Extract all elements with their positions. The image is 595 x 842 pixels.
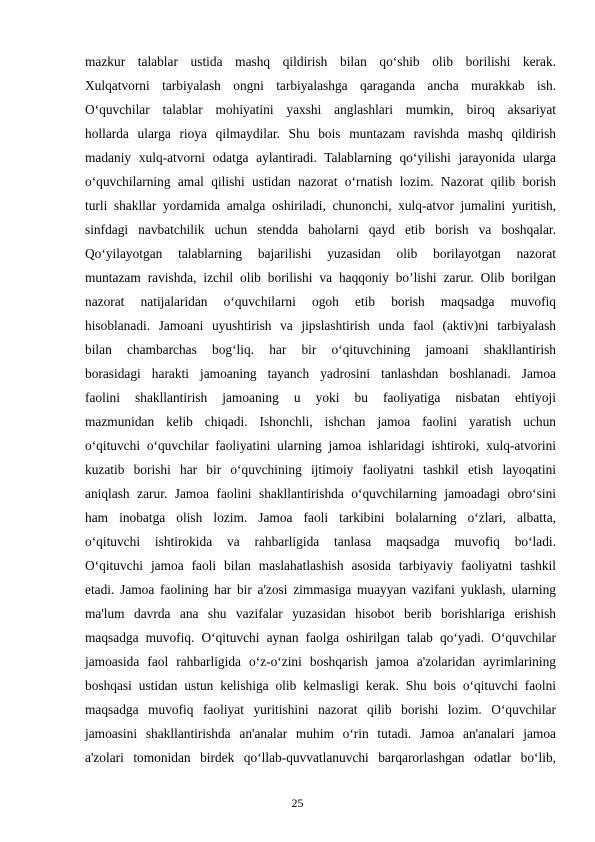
text-line: mazmunidan kelib chiqadi. Ishonchli, ishchan jamoa faolini yaratish uchun [85, 414, 556, 429]
text-line: etadi. Jamoa faolining har bir a'zosi zimmasiga muayyan vazifani yuklash, ularning [85, 582, 556, 597]
text-line: o‘quvchilarning amal qilishi ustidan nazorat o‘rnatish lozim. Nazorat qilib borish [85, 174, 556, 189]
text-line: O‘quvchilar talablar mohiyatini yaxshi anglashlari mumkin, biroq aksariyat [85, 102, 556, 117]
text-line: jamoasini shakllantirishda an'analar muhim o‘rin tutadi. Jamoa an'analari jamoa [85, 726, 556, 741]
text-line: mazkur talablar ustida mashq qildirish bilan qo‘shib olib borilishi kerak. [85, 54, 556, 69]
text-line: Xulqatvorni tarbiyalash ongni tarbiyalashga qaraganda ancha murakkab ish. [85, 78, 556, 93]
text-line: kuzatib borishi har bir o‘quvchining ijtimoiy faoliyatni tashkil etish layoqatini [85, 462, 556, 477]
text-line: hisoblanadi. Jamoani uyushtirish va jipslashtirish unda faol (aktiv)ni tarbiyalash [85, 318, 556, 333]
text-line: ham inobatga olish lozim. Jamoa faoli tarkibini bolalarning o‘zlari, albatta, [85, 510, 556, 525]
text-line: boshqasi ustidan ustun kelishiga olib kelmasligi kerak. Shu bois o‘qituvchi faolni [85, 678, 556, 693]
text-line: bilan chambarchas bog‘liq. har bir o‘qituvchining jamoani shakllantirish [85, 342, 556, 357]
page-number: 25 [291, 796, 304, 810]
body-text [85, 50, 556, 770]
text-line: jamoasida faol rahbarligida o‘z-o‘zini boshqarish jamoa a'zolaridan ayrimlarining [85, 654, 556, 669]
text-line: muntazam ravishda, izchil olib borilishi va haqqoniy bo’lishi zarur. Olib borilgan [85, 270, 556, 285]
text-line: turli shakllar yordamida amalga oshiriladi, chunonchi, xulq-atvor jumalini yuritish, [85, 198, 556, 213]
text-line: a'zolari tomonidan birdek qo‘llab-quvvatlanuvchi barqarorlashgan odatlar bo‘lib, [85, 750, 556, 765]
text-line: O‘qituvchi jamoa faoli bilan maslahatlashish asosida tarbiyaviy faoliyatni tashkil [85, 558, 556, 573]
text-line: o‘qituvchi ishtirokida va rahbarligida tanlasa maqsadga muvofiq bo‘ladi. [85, 534, 556, 549]
text-line: o‘qituvchi o‘quvchilar faoliyatini ularning jamoa ishlaridagi ishtiroki, xulq-atvorini [85, 438, 556, 453]
text-line: maqsadga muvofiq faoliyat yuritishini nazorat qilib borishi lozim. O‘quvchilar [85, 702, 556, 717]
text-line: Qo‘yilayotgan talablarning bajarilishi yuzasidan olib borilayotgan nazorat [85, 246, 556, 261]
text-line: borasidagi harakti jamoaning tayanch yadrosini tanlashdan boshlanadi. Jamoa [85, 366, 556, 381]
text-line: faolini shakllantirish jamoaning u yoki bu faoliyatiga nisbatan ehtiyoji [85, 390, 556, 405]
text-line: madaniy xulq-atvorni odatga aylantiradi. Talablarning qo‘yilishi jarayonida ularga [85, 150, 556, 165]
text-line: hollarda ularga rioya qilmaydilar. Shu bois muntazam ravishda mashq qildirish [85, 126, 556, 141]
text-line: sinfdagi navbatchilik uchun stendda baholarni qayd etib borish va boshqalar. [85, 222, 556, 237]
text-line: ma'lum davrda ana shu vazifalar yuzasidan hisobot berib borishlariga erishish [85, 606, 556, 621]
text-line: nazorat natijalaridan o‘quvchilarni ogoh etib borish maqsadga muvofiq [85, 294, 556, 309]
text-line: aniqlash zarur. Jamoa faolini shakllantirishda o‘quvchilarning jamoadagi obro‘sini [85, 486, 556, 501]
text-line: maqsadga muvofiq. O‘qituvchi aynan faolga oshirilgan talab qo‘yadi. O‘quvchilar [85, 630, 556, 645]
